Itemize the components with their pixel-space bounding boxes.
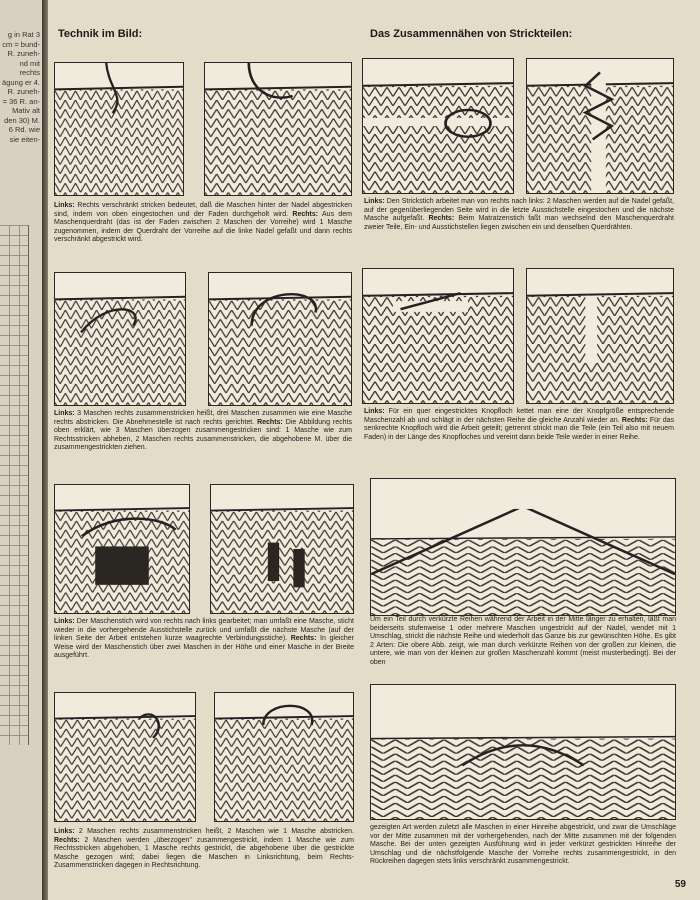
- illustration-knopfloch-senkrecht: [526, 268, 674, 404]
- illustration-zwei-maschen-zusammen: [54, 692, 196, 822]
- caption-verkuerzte-reihen-2: gezeigten Art werden zuletzt alle Maschen in einer Hinreihe abgestrickt, und zwar die Umschläge vor der Mitte zusammen mit der vorhergehenden, nach der Mitte zusammen mit der folgenden Masche. Bei der unten gezeigten Ausführung wird in jeder verkürzt gestrickten Hinreihe der Umschlag und die nächstfolgende Masche der Vorreihe rechts zusammengestrickt, in den Rückreihen dagegen stets links verschränkt zusammengestrickt.: [370, 824, 676, 866]
- caption-verkuerzte-reihen-1: Um ein Teil durch verkürzte Reihen während der Arbeit in der Mitte länger zu erhalten, läßt man beiderseits stufenweise 1 oder mehrere Maschen ungestrickt auf der Nadel, wendet mit 1 Umschlag, strickt die nächste Reihe und wiederholt das Ganze bis zur gewünschten Höhe. Es gibt 2 Arten: Die obere Abb. zeigt, wie man durch verkürzte Reihen von der großen zur kleinen, die untere, wie man von der kleinen zur großen Maschenzahl kommt (meist musterbedingt). Bei der oben: [370, 616, 676, 666]
- adjacent-page-chart: [0, 225, 29, 745]
- magazine-page: [48, 0, 700, 900]
- illustration-matratzenstich: [526, 58, 674, 194]
- illustration-maschenstich-zwei: [210, 484, 354, 614]
- caption-row1-right: Links: Den Strickstich arbeitet man von rechts nach links: 2 Maschen werden auf die Nadel gefaßt, auf der gegenüberliegenden Seite wird in die letzte Ausstichstelle eingestochen und die nächste Masche aufgefaßt. Rechts: Beim Matratzenstich faßt man wechselnd den Maschenquerdraht zweier Teile, Ein- und Ausstichstellen liegen zwischen ein und denselben Querdrähten.: [364, 198, 674, 231]
- illustration-drei-maschen-zusammen: [54, 272, 186, 406]
- illustration-knopfloch-quer: [362, 268, 514, 404]
- adjacent-page-strip: [0, 0, 42, 900]
- caption-row2-left: Links: 3 Maschen rechts zusammenstricken heißt, drei Maschen zusammen wie eine Masche rechts abstricken. Die Abnehmestelle ist nach rechts gerichtet. Rechts: Die Abbildung rechts oben erklärt, wie 3 Maschen überzogen zusammengestricken sind: 1 Masche wie zum Rechtsstricken abheben, 2 Maschen rechts zusammenstricken, die abgehobene M. über die zusammengestrickten ziehen.: [54, 410, 352, 452]
- illustration-maschenstich: [54, 484, 190, 614]
- caption-row2-right: Links: Für ein quer eingestricktes Knopfloch kettet man eine der Knopfgröße entsprechende Maschenzahl ab und schlägt in der nächsten Reihe die gleiche Anzahl wieder an. Rechts: Für das senkrechte Knopfloch wird die Arbeit geteilt; getrennt strickt man die Teile (ein Teil also mit neuem Faden) in der Länge des Knopfloches und vereint dann beide Teile wieder in einer Reihe.: [364, 408, 674, 441]
- caption-row4-left: Links: 2 Maschen rechts zusammenstricken heißt, 2 Maschen wie 1 Masche abstricken. Rechts: 2 Maschen werden „überzogen" zusammengestrickt, indem 1 Masche wie zum Rechtsstricken abgehoben, 1 Masche rechts gestrickt, die abgehobene über die gestrickte Masche gezogen wird; dabei liegen die Maschen in Linksrichtung, beim Rechts-Zusammenstricken dagegen in Rechtsrichtung.: [54, 828, 354, 870]
- illustration-drei-maschen-ueberzogen: [208, 272, 352, 406]
- caption-row3-left: Links: Der Maschenstich wird von rechts nach links gearbeitet; man umfaßt eine Masche, sticht wieder in die vorhergehende Ausstichstelle zurück und umfaßt die nächste Masche (auf der linken Seite der Arbeit entstehen kurze waagrechte Verbindungsstiche). Rechts: In gleicher Weise wird der Maschenstich über zwei Maschen in der Höhe und einer Masche in der Breite ausgeführt.: [54, 618, 355, 660]
- heading-technik: Technik im Bild:: [58, 28, 143, 40]
- illustration-zunehmen-querdraht: [204, 62, 352, 196]
- illustration-zwei-maschen-ueberzogen: [214, 692, 354, 822]
- page-number: 59: [674, 879, 686, 890]
- adjacent-page-text: g in Rat 3 cm = bund-R. zuneh- nd mit rechts ägung er 4. R. zuneh- = 36 R. an- Mativ alt den 30) M. 6 Rd. wie sie eiten-: [2, 30, 40, 144]
- illustration-strickstich: [362, 58, 514, 194]
- caption-row1-left: Links: Rechts verschränkt stricken bedeutet, daß die Maschen hinter der Nadel abgestricken sind, indem von oben eingestochen und der Faden durchgeholt wird. Rechts: Aus dem Maschenquerdraht (das ist der Faden zwischen 2 Maschen der Vorreihe) wird 1 Masche zugenommen, indem der Querdraht der Vorreihe auf die linke Nadel gefaßt und dann rechts verschränkt abgestrickt wird.: [54, 202, 352, 244]
- illustration-verkuerzte-reihen-unten: [370, 684, 676, 820]
- illustration-verkuerzte-reihen-oben: [370, 478, 676, 616]
- heading-zusammennaehen: Das Zusammennähen von Strickteilen:: [370, 28, 573, 40]
- illustration-rechts-verschraenkt: [54, 62, 184, 196]
